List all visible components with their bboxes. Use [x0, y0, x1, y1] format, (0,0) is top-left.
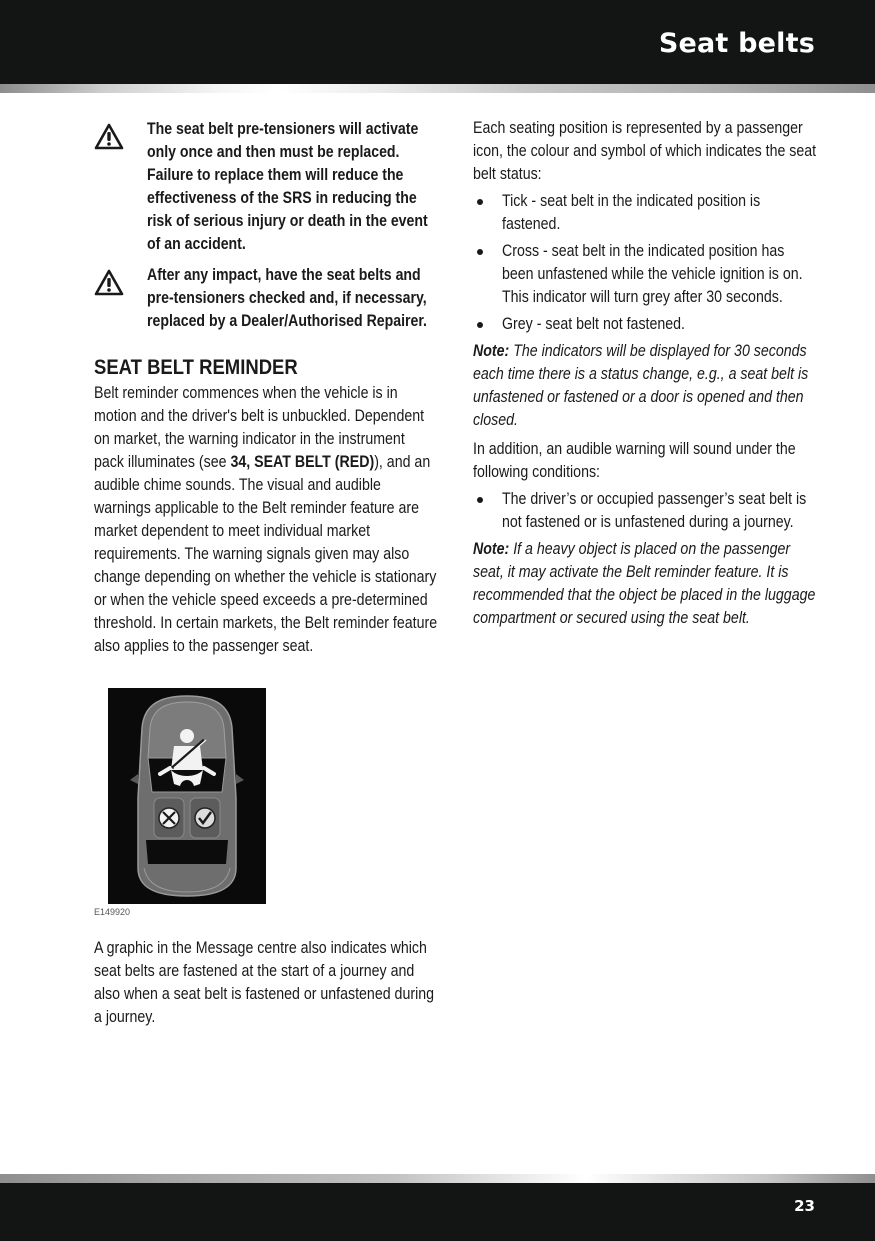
list-item — [473, 240, 818, 309]
belt-reminder-paragraph — [94, 382, 438, 658]
bullet-icon — [477, 497, 483, 503]
tick-status-icon — [195, 808, 215, 828]
figure-frame — [108, 688, 266, 904]
cross-status-icon — [159, 808, 179, 828]
note-text: The indicators will be displayed for 30 seconds each time there is a status change, e.g., a seat belt is unfastened or fastened or a door is opened and then closed. — [473, 342, 809, 429]
section-heading: SEAT BELT REMINDER — [94, 355, 298, 379]
paragraph-text: Belt reminder commences when the vehicle is in motion and the driver's belt is unbuckled. Dependent on market, the warning indicator in the instrument pack illuminates (see — [94, 384, 425, 471]
status-list — [473, 190, 818, 336]
right-column — [473, 117, 818, 630]
bullet-icon — [477, 249, 483, 255]
list-item — [473, 313, 818, 336]
audible-intro-paragraph: In addition, an audible warning will sound under the following conditions: — [473, 440, 796, 481]
paragraph-text: ), and an audible chime sounds. The visual and audible warnings applicable to the Belt reminder feature are market dependent to meet individual market requirements. The warning signals given may also change depending on whether the vehicle is stationary or when the vehicle speed exceeds a pre-determined threshold. In certain markets, the Belt reminder feature also applies to the passenger seat. — [94, 453, 438, 655]
bullet-icon — [477, 199, 483, 205]
list-item-text: Grey - seat belt not fastened. — [502, 315, 686, 333]
cross-reference: 34, SEAT BELT (RED) — [230, 453, 375, 471]
note-indicators — [473, 340, 817, 432]
list-item-text: Cross - seat belt in the indicated position has been unfastened while the vehicle ignition is on. This indicator will turn grey after 30 seconds. — [502, 242, 803, 306]
warning-triangle-icon — [94, 269, 124, 297]
warning-text: The seat belt pre-tensioners will activate only once and then must be replaced. Failure to replace them will reduce the effectiveness of the SRS in reducing the risk of serious injury or death in the event of an accident. — [147, 119, 428, 253]
seat-belt-figure — [94, 675, 434, 919]
list-item — [473, 190, 818, 236]
warning-box — [94, 263, 439, 332]
page-header — [0, 0, 875, 84]
left-column — [94, 117, 439, 1029]
bullet-icon — [477, 322, 483, 328]
note-heavy-object — [473, 538, 817, 630]
status-intro-paragraph: Each seating position is represented by a passenger icon, the colour and symbol of which indicates the seat belt status: — [473, 119, 817, 183]
note-label: Note: — [473, 342, 510, 360]
figure-code: E149920 — [94, 907, 131, 917]
car-top-view-illustration — [108, 688, 266, 904]
page-title: Seat belts — [658, 28, 815, 59]
page-number: 23 — [794, 1197, 815, 1215]
message-centre-paragraph: A graphic in the Message centre also indicates which seat belts are fastened at the start of a journey and also when a seat belt is fastened or unfastened during a journey. — [94, 939, 435, 1026]
audible-conditions-list — [473, 488, 818, 534]
warning-text: After any impact, have the seat belts and pre-tensioners checked and, if necessary, replaced by a Dealer/Authorised Repairer. — [147, 265, 427, 330]
note-text: If a heavy object is placed on the passenger seat, it may activate the Belt reminder feature. It is recommended that the object be placed in the luggage compartment or secured using the seat belt. — [473, 540, 816, 627]
footer-chrome-divider — [0, 1174, 875, 1183]
list-item-text: Tick - seat belt in the indicated position is fastened. — [502, 192, 761, 233]
warning-box — [94, 117, 439, 255]
page-footer — [0, 1183, 875, 1241]
list-item — [473, 488, 818, 534]
note-label: Note: — [473, 540, 510, 558]
warning-triangle-icon — [94, 123, 124, 151]
header-chrome-divider — [0, 84, 875, 93]
list-item-text: The driver’s or occupied passenger’s seat belt is not fastened or is unfastened during a journey. — [502, 490, 807, 531]
